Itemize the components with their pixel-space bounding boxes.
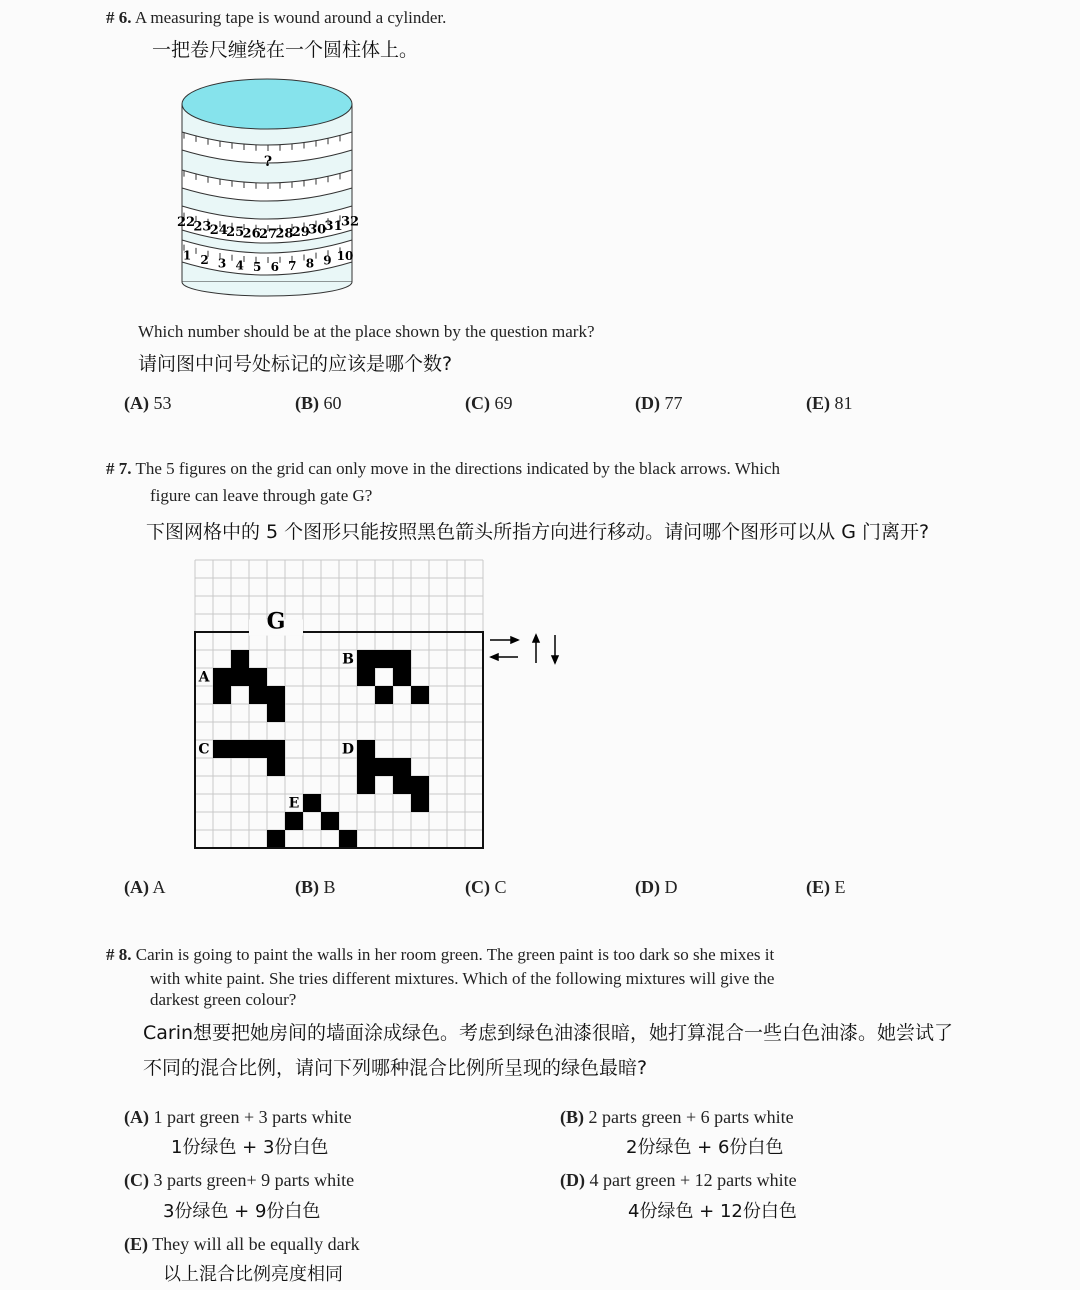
option-b <box>295 877 336 898</box>
option-label: (A) <box>124 1107 149 1127</box>
q7-zh: 下图网格中的 5 个图形只能按照黑色箭头所指方向进行移动。请问哪个图形可以从 G 门离开? <box>146 521 930 543</box>
tape-number: 31 <box>324 219 343 235</box>
figure-label: C <box>198 741 210 758</box>
q7-text-2: figure can leave through gate G? <box>150 486 373 505</box>
tape-number: 24 <box>209 222 228 238</box>
figure-d-cell <box>393 758 411 776</box>
option-zh: 4份绿色 + 12份白色 <box>628 1201 797 1222</box>
tape-number: 32 <box>340 214 360 230</box>
q8-text-3: darkest green colour? <box>150 990 297 1009</box>
option-label: (C) <box>124 1170 149 1190</box>
option-value: 1 part green + 3 parts white <box>153 1107 352 1127</box>
figure-c-cell <box>249 740 267 758</box>
option-label: (B) <box>295 393 319 413</box>
figure-d-cell <box>375 758 393 776</box>
option-zh: 3份绿色 + 9份白色 <box>163 1201 321 1222</box>
tape-number: 7 <box>288 258 297 273</box>
tape-number: 28 <box>275 226 294 242</box>
question-number: # 7. <box>106 459 132 478</box>
figure-d-cell <box>357 740 375 758</box>
option-value: 4 part green + 12 parts white <box>589 1170 797 1190</box>
option-value: 2 parts green + 6 parts white <box>588 1107 794 1127</box>
figure-d-cell <box>411 776 429 794</box>
tape-number: 23 <box>193 219 212 235</box>
option-zh: 以上混合比例亮度相同 <box>163 1264 343 1285</box>
figure-b-cell <box>357 650 375 668</box>
option-value: C <box>494 877 507 897</box>
tape-number: 5 <box>253 259 262 274</box>
gate-label: G <box>266 608 286 635</box>
option-value: 77 <box>664 393 683 413</box>
option-value: They will all be equally dark <box>152 1234 360 1254</box>
question-mark: ? <box>263 154 273 170</box>
figure-label: D <box>341 741 355 758</box>
figure-b-cell <box>375 650 393 668</box>
figure-a-cell <box>249 668 267 686</box>
tape-number: 29 <box>291 224 310 240</box>
option-label: (E) <box>806 877 830 897</box>
option-a <box>124 1107 352 1128</box>
tape-number: 27 <box>258 226 278 242</box>
tape-number: 26 <box>242 226 261 242</box>
option-label: (B) <box>560 1107 584 1127</box>
q8-zh-2: 不同的混合比例，请问下列哪种混合比例所呈现的绿色最暗? <box>143 1057 648 1079</box>
option-label: (C) <box>465 877 490 897</box>
figure-e-cell <box>285 812 303 830</box>
tape-number: 8 <box>305 256 315 271</box>
option-value: D <box>664 877 678 897</box>
figure-b-cell <box>357 668 375 686</box>
question-number: # 8. <box>106 945 132 964</box>
tape-number: 6 <box>270 259 279 274</box>
q6-text <box>106 8 446 28</box>
figure-a-cell <box>231 650 249 668</box>
option-zh: 1份绿色 + 3份白色 <box>171 1137 329 1158</box>
figure-a-cell <box>231 668 249 686</box>
figure-c-cell <box>267 758 285 776</box>
option-c <box>465 877 507 898</box>
option-label: (D) <box>635 393 660 413</box>
option-value: 3 parts green+ 9 parts white <box>153 1170 355 1190</box>
q8-zh-1: Carin想要把她房间的墙面涂成绿色。考虑到绿色油漆很暗，她打算混合一些白色油漆。她尝试了 <box>143 1022 954 1044</box>
grid-figure <box>190 555 570 855</box>
figure-e-cell <box>321 812 339 830</box>
option-a <box>124 393 172 414</box>
option-label: (C) <box>465 393 490 413</box>
option-e <box>124 1234 360 1255</box>
figure-e-cell <box>267 830 285 848</box>
tape-number: 9 <box>323 253 332 268</box>
option-d <box>560 1170 797 1191</box>
tape-number: 2 <box>200 252 209 267</box>
option-label: (D) <box>635 877 660 897</box>
option-b <box>295 393 342 414</box>
option-value: 69 <box>494 393 513 413</box>
figure-b-cell <box>393 668 411 686</box>
figure-label: A <box>198 669 210 686</box>
figure-b-cell <box>393 650 411 668</box>
q7-text <box>106 459 780 479</box>
option-d <box>635 393 683 414</box>
figure-d-cell <box>411 794 429 812</box>
question-text: Carin is going to paint the walls in her room green. The green paint is too dark so she mixes it <box>135 945 775 964</box>
option-label: (A) <box>124 393 149 413</box>
figure-a-cell <box>267 704 285 722</box>
q8-text <box>106 945 774 965</box>
figure-e-cell <box>303 794 321 812</box>
figure-d-cell <box>357 776 375 794</box>
option-a <box>124 877 166 898</box>
figure-c-cell <box>213 740 231 758</box>
option-value: A <box>152 877 166 897</box>
option-zh: 2份绿色 + 6份白色 <box>626 1137 784 1158</box>
option-e <box>806 393 853 414</box>
option-d <box>635 877 678 898</box>
option-label: (E) <box>124 1234 148 1254</box>
figure-c-cell <box>267 740 285 758</box>
tape-number: 25 <box>226 225 245 241</box>
figure-a-cell <box>213 686 231 704</box>
option-e <box>806 877 846 898</box>
option-label: (D) <box>560 1170 585 1190</box>
figure-b-cell <box>375 686 393 704</box>
figure-label: E <box>288 795 300 812</box>
option-value: E <box>834 877 846 897</box>
question-text: A measuring tape is wound around a cylinder. <box>134 8 447 27</box>
q6-zh: 一把卷尺缠绕在一个圆柱体上。 <box>152 39 419 61</box>
tape-number: 30 <box>308 222 327 238</box>
option-value: 60 <box>323 393 342 413</box>
option-value: B <box>323 877 336 897</box>
direction-arrows-icon <box>490 635 558 663</box>
q6-question: Which number should be at the place shown by the question mark? <box>138 322 595 341</box>
cylinder-figure <box>175 75 365 305</box>
figure-d-cell <box>393 776 411 794</box>
option-b <box>560 1107 794 1128</box>
option-value: 81 <box>834 393 853 413</box>
tape-number: 4 <box>235 258 244 273</box>
q8-text-2: with white paint. She tries different mixtures. Which of the following mixtures will give the <box>150 969 775 988</box>
option-label: (B) <box>295 877 319 897</box>
tape-number: 10 <box>336 249 354 264</box>
option-c <box>465 393 513 414</box>
figure-a-cell <box>213 668 231 686</box>
figure-label: B <box>342 651 354 668</box>
question-number: # 6. <box>106 8 132 27</box>
question-text: The 5 figures on the grid can only move in the directions indicated by the black arrows. Which <box>135 459 781 478</box>
option-label: (E) <box>806 393 830 413</box>
figure-a-cell <box>249 686 267 704</box>
figure-d-cell <box>357 758 375 776</box>
figure-b-cell <box>411 686 429 704</box>
figure-a-cell <box>267 686 285 704</box>
option-value: 53 <box>153 393 172 413</box>
figure-c-cell <box>231 740 249 758</box>
q6-question-zh: 请问图中问号处标记的应该是哪个数? <box>138 353 453 375</box>
option-label: (A) <box>124 877 149 897</box>
figure-e-cell <box>339 830 357 848</box>
tape-number: 1 <box>182 248 192 263</box>
tape-number: 3 <box>217 256 227 271</box>
tape-number: 22 <box>176 215 196 231</box>
option-c <box>124 1170 354 1191</box>
